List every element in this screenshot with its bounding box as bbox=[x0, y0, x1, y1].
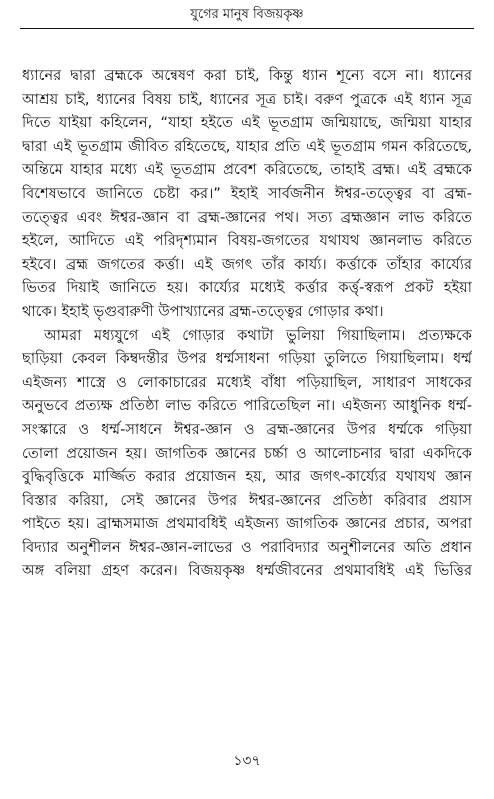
text-line: থাকে। ইহাই ভৃগুবারুণী উপাখ্যানের ব্রহ্ম-তত্ত্বের গোড়ার কথা। bbox=[22, 302, 384, 320]
text-line: হইলে, আদিতে এই পরিদৃশ্যমান বিষয়-জগতের যথাযথ জ্ঞানলাভ করিতে bbox=[22, 232, 472, 250]
text-line: বুদ্ধিবৃত্তিকে মার্জ্জিত করার প্রয়োজন হয়, আর জগৎ-কার্য্যের যথাযথ জ্ঞান bbox=[22, 468, 472, 486]
text-line: দিতে যাইয়া কহিলেন, “যাহা হইতে এই ভূতগ্রাম জন্মিয়াছে, জন্মিয়া যাহার bbox=[22, 114, 472, 132]
header-rule bbox=[20, 28, 474, 29]
text-line: তত্ত্বের এবং ঈশ্বর-জ্ঞান বা ব্রহ্ম-জ্ঞানের পথ। সত্য ব্রহ্মজ্ঞান লাভ করিতে bbox=[22, 208, 472, 226]
text-line: বিদ্যার অনুশীলন ঈশ্বর-জ্ঞান-লাভের ও পরাবিদ্যার অনুশীলনের অতি প্রধান bbox=[22, 538, 472, 556]
paragraph-first-line: আমরা মধ্যযুগে এই গোড়ার কথাটা ভুলিয়া গিয়াছিলাম। প্রত্যক্ষকে bbox=[44, 326, 472, 344]
text-line: তোলা প্রয়োজন হয়। জাগতিক জ্ঞানের চর্চ্চা ও আলোচনার দ্বারা একদিকে bbox=[22, 444, 472, 462]
text-line: বিশেষভাবে জানিতে চেষ্টা কর।” ইহাই সার্বজনীন ঈশ্বর-তত্ত্বের বা ব্রহ্ম- bbox=[22, 184, 472, 202]
text-line: অনুভবে প্রত্যক্ষ প্রতিষ্ঠা লাভ করিতে পারিতেছিল না। এইজন্য আধুনিক ধর্ম্ম- bbox=[22, 397, 472, 415]
running-header: যুগের মানুষ বিজয়কৃষ্ণ bbox=[190, 7, 304, 22]
text-line: পাইতে হয়। ব্রাহ্মসমাজ প্রথমাবধিই এইজন্য জাগতিক জ্ঞানের প্রচার, অপরা bbox=[22, 515, 472, 533]
body-text bbox=[22, 64, 472, 583]
text-line: অন্তিমে যাহার মধ্যে এই ভূতগ্রাম প্রবেশ করিতেছে, তাহাই ব্রহ্ম। এই ব্রহ্মকে bbox=[22, 161, 472, 179]
text-line: হইবে। ব্রহ্ম জগতের কর্ত্তা। এই জগৎ তাঁর কার্য্য। কর্ত্তাকে তাঁহার কার্য্যের bbox=[22, 255, 472, 273]
text-line: ছাড়িয়া কেবল কিম্বদন্তীর উপর ধর্ম্মসাধনা গড়িয়া তুলিতে গিয়াছিলাম। ধর্ম্ম bbox=[22, 350, 472, 368]
text-line: দ্বারা এই ভূতগ্রাম জীবিত রহিতেছে, যাহার প্রতি এই ভূতগ্রাম গমন করিতেছে, bbox=[22, 137, 472, 155]
text-line: আশ্রয় চাই, ধ্যানের বিষয় চাই, ধ্যানের সূত্র চাই। বরুণ পুত্রকে এই ধ্যান সূত্র bbox=[22, 90, 472, 108]
text-line: এইজন্য শাস্ত্রে ও লোকাচারের মধ্যেই বাঁধা পড়িয়াছিল, সাধারণ সাধকের bbox=[22, 373, 472, 391]
text-line: সংস্কারে ও ধর্ম্ম-সাধনে ঈশ্বর-জ্ঞান ও ব্রহ্ম-জ্ঞানের উপর ধর্ম্মকে গড়িয়া bbox=[22, 420, 472, 438]
text-line: বিস্তার করিয়া, সেই জ্ঞানের উপর ঈশ্বর-জ্ঞানের প্রতিষ্ঠা করিবার প্রয়াস bbox=[22, 491, 472, 509]
text-line: ভিতর দিয়াই জানিতে হয়। কার্য্যের মধ্যেই কর্ত্তার কর্ত্তৃ-স্বরূপ প্রকট হইয়া bbox=[22, 279, 472, 297]
page-number: ১৩৭ bbox=[233, 753, 261, 769]
text-line: অঙ্গ বলিয়া গ্রহণ করেন। বিজয়কৃষ্ণ ধর্ম্মজীবনের প্রথমাবধিই এই ভিত্তির bbox=[22, 562, 472, 580]
text-line: ধ্যানের দ্বারা ব্রহ্মকে অন্বেষণ করা চাই, কিন্তু ধ্যান শূন্যে বসে না। ধ্যানের bbox=[22, 67, 472, 84]
